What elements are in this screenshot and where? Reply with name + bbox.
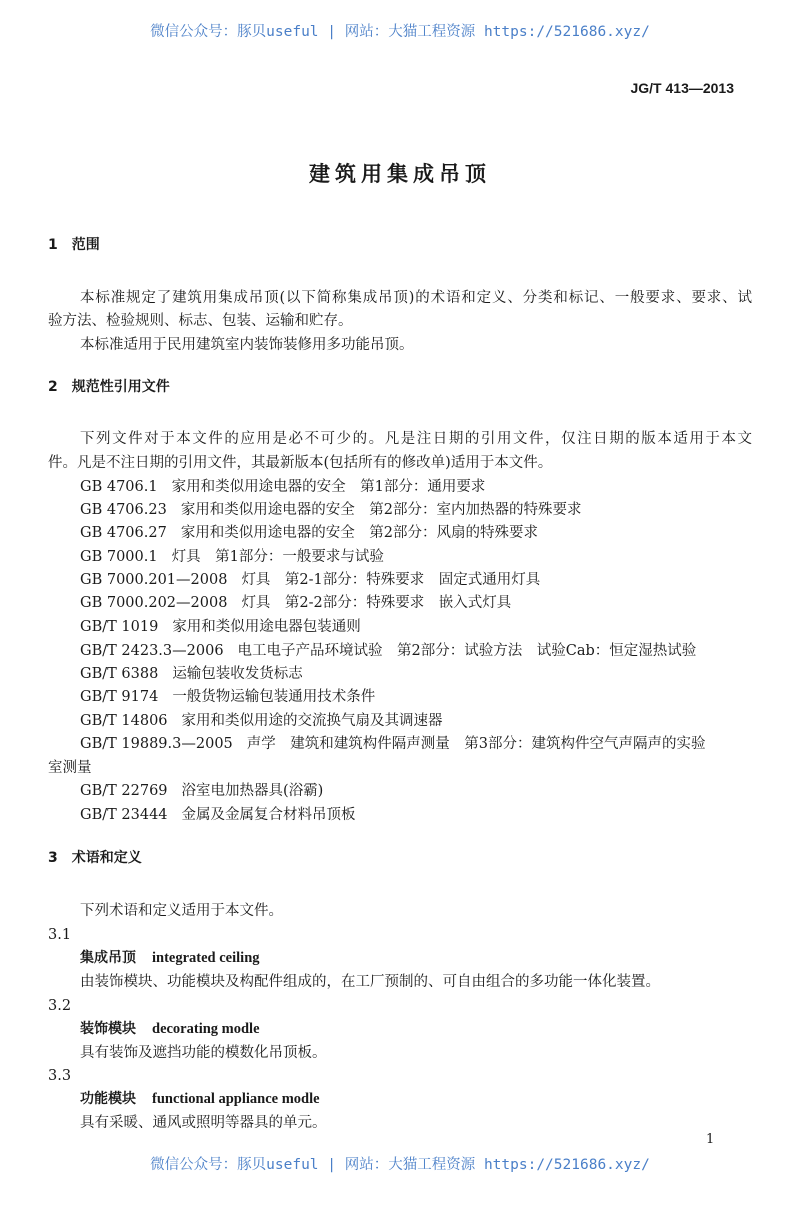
section-2-line: 下列文件对于本文件的应用是必不可少的。凡是注日期的引用文件，仅注日期的版本适用于本文 (80, 431, 752, 447)
reference-title: 金属及金属复合材料吊顶板 (181, 807, 356, 823)
term-definition: 具有采暖、通风或照明等器具的单元。 (80, 1115, 327, 1131)
reference-number: GB/T 9174 (80, 689, 159, 705)
section-1-line: 本标准适用于民用建筑室内装饰装修用多功能吊顶。 (80, 337, 414, 353)
reference-item (80, 500, 582, 520)
reference-item (80, 593, 511, 613)
reference-title: 灯具 第1部分：一般要求与试验 (171, 549, 384, 565)
section-1-heading: 1 范围 (48, 237, 100, 253)
term-number: 3.2 (48, 997, 72, 1014)
watermark-bottom: 微信公众号：豚贝useful | 网站：大猫工程资源 https://521686.xyz/ (150, 1157, 650, 1173)
reference-item (80, 781, 323, 801)
reference-number: GB 4706.1 (80, 479, 158, 495)
term-zh: 集成吊顶 (80, 950, 136, 966)
reference-number: GB 7000.202—2008 (80, 595, 228, 611)
section-3-heading: 3 术语和定义 (48, 850, 142, 866)
reference-title: 家用和类似用途电器的安全 第2部分：风扇的特殊要求 (180, 525, 539, 541)
reference-number: GB/T 1019 (80, 619, 159, 635)
reference-title: 灯具 第2-1部分：特殊要求 固定式通用灯具 (241, 572, 541, 588)
term-en: decorating modle (152, 1020, 260, 1037)
term-name (80, 948, 260, 968)
reference-title: 一般货物运输包装通用技术条件 (172, 689, 376, 705)
reference-number: GB 7000.201—2008 (80, 572, 228, 588)
reference-title: 电工电子产品环境试验 第2部分：试验方法 试验Cab：恒定湿热试验 (237, 643, 697, 659)
term-en: integrated ceiling (152, 950, 260, 966)
reference-title: 家用和类似用途电器包装通则 (172, 619, 361, 635)
reference-title: 运输包装收发货标志 (172, 666, 303, 682)
reference-item (80, 523, 538, 543)
term-name (80, 1019, 260, 1039)
reference-number: GB 7000.1 (80, 549, 158, 565)
section-1-line: 验方法、检验规则、标志、包装、运输和贮存。 (48, 313, 353, 329)
document-title: 建筑用集成吊顶 (309, 162, 491, 186)
section-3-intro: 下列术语和定义适用于本文件。 (80, 903, 283, 919)
reference-title: 声学 建筑和建筑构件隔声测量 第3部分：建筑构件空气声隔声的实验 (246, 736, 706, 752)
page-number: 1 (706, 1132, 715, 1147)
term-definition: 具有装饰及遮挡功能的模数化吊顶板。 (80, 1044, 327, 1061)
section-2-heading: 2 规范性引用文件 (48, 379, 170, 395)
term-number: 3.3 (48, 1068, 72, 1084)
watermark-top: 微信公众号：豚贝useful | 网站：大猫工程资源 https://521686.xyz/ (150, 24, 650, 40)
reference-item (80, 547, 384, 567)
term-en: functional appliance modle (152, 1091, 320, 1107)
reference-continuation: 室测量 (48, 760, 92, 776)
reference-item (80, 664, 303, 684)
reference-number: GB 4706.23 (80, 502, 167, 518)
reference-item (80, 641, 696, 661)
reference-item (80, 734, 706, 754)
reference-title: 家用和类似用途的交流换气扇及其调速器 (181, 713, 443, 729)
document-code: JG/T 413—2013 (630, 80, 734, 96)
reference-number: GB/T 22769 (80, 783, 168, 799)
reference-title: 灯具 第2-2部分：特殊要求 嵌入式灯具 (241, 595, 512, 611)
term-zh: 功能模块 (80, 1091, 136, 1107)
reference-item (80, 805, 356, 825)
reference-number: GB/T 14806 (80, 713, 168, 729)
reference-number: GB/T 19889.3—2005 (80, 736, 233, 752)
reference-title: 家用和类似用途电器的安全 第1部分：通用要求 (171, 479, 486, 495)
section-1-line: 本标准规定了建筑用集成吊顶(以下简称集成吊顶)的术语和定义、分类和标记、一般要求、要求、试 (80, 290, 752, 306)
term-name (80, 1089, 320, 1109)
reference-item (80, 687, 375, 707)
term-zh: 装饰模块 (80, 1020, 136, 1037)
reference-item (80, 570, 540, 590)
reference-number: GB/T 23444 (80, 807, 168, 823)
reference-item (80, 477, 485, 497)
reference-number: GB 4706.27 (80, 525, 167, 541)
reference-title: 浴室电加热器具(浴霸) (181, 783, 324, 799)
reference-item (80, 711, 443, 731)
term-definition: 由装饰模块、功能模块及构配件组成的，在工厂预制的、可自由组合的多功能一体化装置。 (80, 974, 660, 990)
term-number: 3.1 (48, 927, 72, 943)
section-2-line: 件。凡是不注日期的引用文件，其最新版本(包括所有的修改单)适用于本文件。 (48, 455, 553, 471)
reference-number: GB/T 6388 (80, 666, 159, 682)
reference-number: GB/T 2423.3—2006 (80, 643, 224, 659)
reference-item (80, 617, 361, 637)
reference-title: 家用和类似用途电器的安全 第2部分：室内加热器的特殊要求 (180, 502, 582, 518)
